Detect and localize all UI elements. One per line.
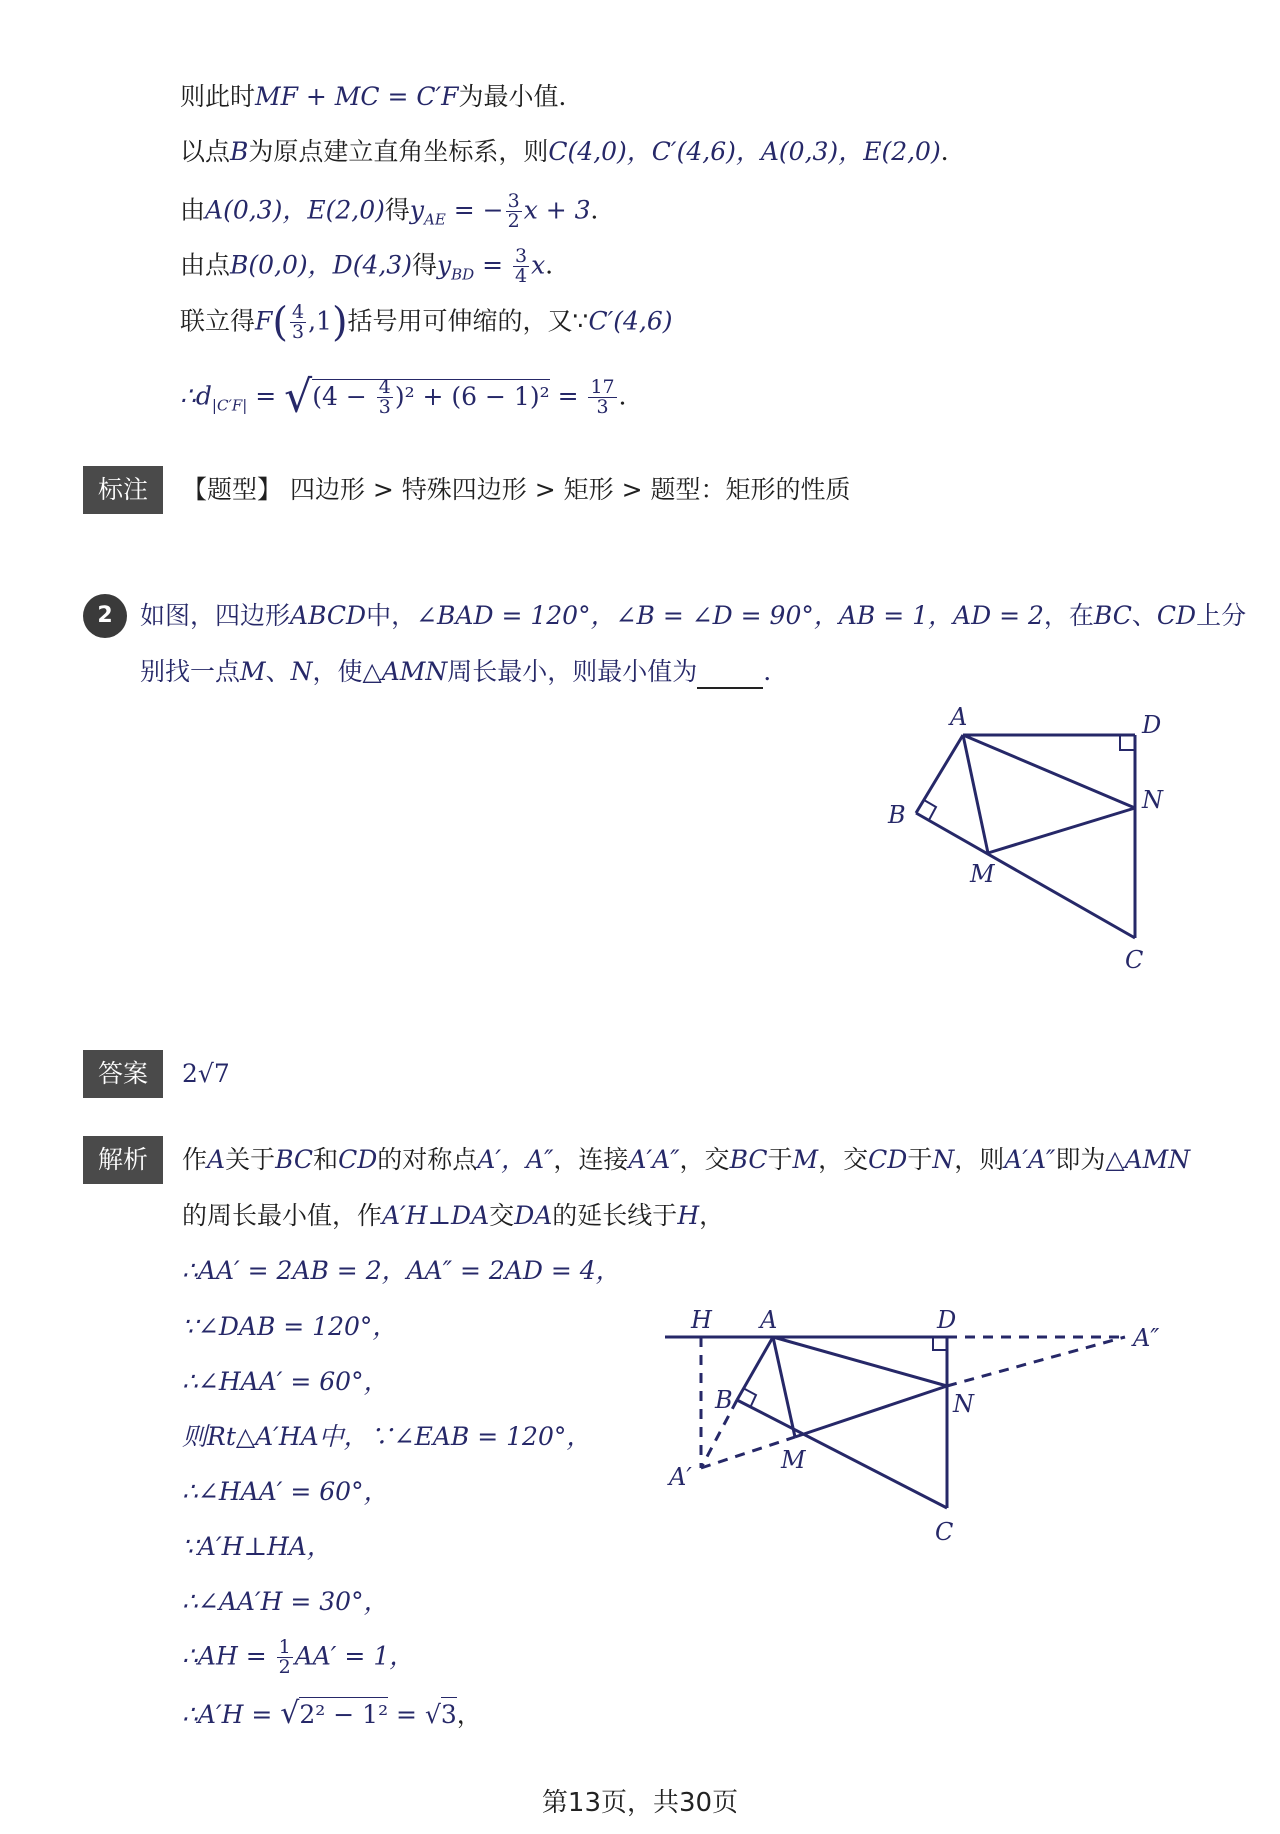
math: A′A″ bbox=[1004, 1145, 1056, 1174]
label-A: A bbox=[950, 705, 968, 731]
question-figure bbox=[880, 705, 1200, 975]
text: 为原点建立直角坐标系，则 bbox=[248, 137, 549, 166]
text: ，交 bbox=[679, 1145, 730, 1174]
segment-AN bbox=[773, 1337, 947, 1386]
math-sub: |C′F| bbox=[211, 396, 248, 415]
math: = bbox=[549, 381, 587, 411]
denominator: 2 bbox=[507, 210, 520, 232]
text: 、 bbox=[1131, 601, 1157, 630]
label-D: D bbox=[1142, 711, 1162, 739]
annotation-text: 【题型】 四边形 > 特殊四边形 > 矩形 > 题型：矩形的性质 bbox=[182, 475, 851, 504]
numerator: 4 bbox=[291, 301, 305, 323]
math: ∴AH = bbox=[182, 1641, 275, 1671]
math: BC bbox=[275, 1145, 314, 1174]
math: H bbox=[677, 1201, 700, 1230]
text: 括号用可伸缩的，又∵ bbox=[347, 306, 589, 336]
text: ． bbox=[763, 657, 789, 686]
analysis-step: 则Rt△A′HA中，∵∠EAB = 120°， bbox=[182, 1422, 592, 1451]
math: A′H⊥DA bbox=[382, 1201, 490, 1230]
text: 如图，四边形 bbox=[140, 601, 291, 630]
math: CD bbox=[338, 1145, 378, 1174]
answer-tag: 答案 bbox=[83, 1050, 163, 1098]
analysis-tag: 解析 bbox=[83, 1136, 163, 1184]
label-D: D bbox=[937, 1306, 957, 1334]
question-line-1 bbox=[140, 599, 1246, 633]
segment-AM bbox=[773, 1337, 795, 1437]
math: y bbox=[409, 195, 424, 225]
numerator: 17 bbox=[590, 376, 615, 398]
text: 得 bbox=[384, 195, 410, 225]
label-A: A bbox=[760, 1306, 778, 1334]
math: DA bbox=[514, 1201, 553, 1230]
analysis-step: ∴∠AA′H = 30°， bbox=[182, 1587, 389, 1616]
math: ∠BAD = 120°，∠B = ∠D = 90°，AB = 1，AD = 2 bbox=[416, 601, 1044, 630]
numerator: 3 bbox=[507, 190, 520, 212]
text: 联立得 bbox=[180, 306, 256, 336]
math: △AMN bbox=[362, 657, 448, 686]
fraction bbox=[588, 378, 616, 417]
label-A2: A″ bbox=[1133, 1324, 1160, 1352]
denominator: 3 bbox=[596, 396, 609, 418]
math: A′，A″ bbox=[477, 1145, 554, 1174]
text: 上分 bbox=[1196, 601, 1247, 630]
math: B bbox=[230, 137, 249, 166]
math: N bbox=[932, 1145, 955, 1174]
math: y bbox=[436, 250, 452, 280]
math: )² + (6 − 1)² bbox=[394, 381, 550, 411]
radicand: 2² − 1² bbox=[299, 1697, 388, 1729]
solution-line-3 bbox=[180, 192, 616, 237]
segment-NA2 bbox=[947, 1337, 1125, 1386]
text: 以点 bbox=[180, 137, 231, 166]
right-angle-D bbox=[1120, 735, 1135, 750]
text: 于 bbox=[767, 1145, 793, 1174]
segment-AM bbox=[963, 735, 988, 853]
text: 中， bbox=[366, 601, 417, 630]
math: ∴A′H = bbox=[182, 1700, 281, 1729]
label-B: B bbox=[888, 801, 906, 829]
math: ,1 bbox=[308, 306, 332, 336]
math: AA′ = 1， bbox=[294, 1641, 415, 1671]
numerator: 1 bbox=[278, 1636, 291, 1658]
label-A1: A′ bbox=[669, 1463, 692, 1491]
paren-right: ) bbox=[331, 299, 348, 346]
question-line-2 bbox=[140, 655, 788, 689]
right-angle-D bbox=[933, 1337, 947, 1350]
fraction bbox=[513, 247, 529, 286]
segment-MN bbox=[795, 1386, 947, 1437]
fraction bbox=[277, 1638, 293, 1677]
math: = bbox=[474, 250, 512, 280]
analysis-step: ∴∠HAA′ = 60°， bbox=[182, 1367, 389, 1396]
text: 则此时 bbox=[180, 82, 256, 111]
text: ，连接 bbox=[553, 1145, 629, 1174]
math: x bbox=[531, 250, 546, 280]
denominator: 3 bbox=[378, 396, 391, 418]
text: 作 bbox=[182, 1145, 208, 1174]
math: = bbox=[247, 381, 285, 411]
math: (4 − bbox=[312, 381, 375, 411]
math: A bbox=[207, 1145, 226, 1174]
math: BC bbox=[729, 1145, 768, 1174]
text: ． bbox=[590, 195, 616, 225]
label-C: C bbox=[935, 1518, 954, 1546]
text: ，在 bbox=[1043, 601, 1094, 630]
text: ． bbox=[618, 381, 644, 411]
page-footer: 第13页，共30页 bbox=[541, 1788, 739, 1818]
math: A′A″ bbox=[628, 1145, 680, 1174]
solution-line-1 bbox=[180, 80, 584, 114]
math: = bbox=[388, 1700, 425, 1729]
solution-line-6 bbox=[180, 371, 644, 423]
segment-BA bbox=[737, 1337, 773, 1400]
denominator: 2 bbox=[278, 1656, 291, 1678]
label-M: M bbox=[781, 1446, 806, 1474]
segment-AN bbox=[963, 735, 1135, 808]
math: ABCD bbox=[290, 601, 367, 630]
label-C: C bbox=[1125, 946, 1144, 974]
math: MF + MC = C′F bbox=[255, 82, 459, 111]
math: BC bbox=[1093, 601, 1132, 630]
math-sub: AE bbox=[424, 210, 446, 229]
math: CD bbox=[868, 1145, 908, 1174]
text: 于 bbox=[907, 1145, 933, 1174]
text: 得 bbox=[411, 250, 437, 280]
label-H: H bbox=[691, 1306, 712, 1334]
math: ∴d bbox=[180, 381, 212, 411]
radical-sign: √ bbox=[424, 1700, 441, 1729]
analysis-line-1 bbox=[182, 1143, 1190, 1177]
text: 、 bbox=[265, 657, 291, 686]
text: 的对称点 bbox=[377, 1145, 478, 1174]
text: ，交 bbox=[818, 1145, 869, 1174]
math: F bbox=[255, 306, 273, 336]
segment-CB bbox=[916, 813, 1135, 938]
fraction bbox=[290, 303, 306, 342]
paren-left: ( bbox=[272, 299, 288, 346]
segment-CB bbox=[737, 1400, 947, 1508]
fraction bbox=[377, 378, 393, 417]
text: 别找一点 bbox=[140, 657, 241, 686]
annotation-tag: 标注 bbox=[83, 466, 163, 514]
text: 关于 bbox=[225, 1145, 276, 1174]
math: B(0,0)，D(4,3) bbox=[230, 250, 412, 280]
analysis-step: ∵∠DAB = 120°， bbox=[182, 1312, 398, 1341]
text: 即为 bbox=[1055, 1145, 1106, 1174]
analysis-step: ∵A′H⊥HA， bbox=[182, 1532, 332, 1561]
analysis-step-ah bbox=[182, 1638, 414, 1677]
text: 交 bbox=[489, 1201, 515, 1230]
radicand bbox=[312, 376, 550, 418]
analysis-step: ∴∠HAA′ = 60°， bbox=[182, 1477, 389, 1506]
math: CD bbox=[1156, 601, 1197, 630]
text: 由 bbox=[180, 195, 206, 225]
text: ． bbox=[545, 250, 571, 280]
text: ，使 bbox=[312, 657, 363, 686]
text: ， bbox=[699, 1201, 725, 1230]
math: M bbox=[240, 657, 266, 686]
text: 的周长最小值，作 bbox=[182, 1201, 383, 1230]
math: △AMN bbox=[1105, 1145, 1191, 1174]
analysis-step: ∴AA′ = 2AB = 2，AA″ = 2AD = 4， bbox=[182, 1256, 621, 1285]
solution-line-5 bbox=[180, 299, 673, 346]
text: ，则 bbox=[954, 1145, 1005, 1174]
analysis-step-last bbox=[182, 1697, 482, 1732]
numerator: 3 bbox=[515, 245, 528, 267]
denominator: 4 bbox=[515, 265, 528, 287]
radicand: 3 bbox=[441, 1697, 457, 1729]
radical-sign: √ bbox=[284, 371, 313, 423]
analysis-figure bbox=[655, 1300, 1185, 1575]
text: 为最小值． bbox=[458, 82, 584, 111]
solution-line-4 bbox=[180, 247, 570, 292]
math-sub: BD bbox=[451, 265, 475, 284]
fraction bbox=[506, 192, 522, 231]
analysis-line-2 bbox=[182, 1199, 724, 1233]
denominator: 3 bbox=[291, 321, 305, 343]
text: 和 bbox=[313, 1145, 339, 1174]
answer-blank bbox=[697, 661, 763, 689]
text: ． bbox=[940, 137, 966, 166]
math: C(4,0)，C′(4,6)，A(0,3)，E(2,0) bbox=[548, 137, 941, 166]
answer-value: 2√7 bbox=[182, 1059, 230, 1088]
label-N: N bbox=[953, 1390, 974, 1418]
text: 由点 bbox=[180, 250, 231, 280]
math: M bbox=[792, 1145, 819, 1174]
segment-MN bbox=[988, 808, 1135, 853]
numerator: 4 bbox=[378, 376, 391, 398]
label-N: N bbox=[1142, 786, 1163, 814]
text: 周长最小，则最小值为 bbox=[447, 657, 698, 686]
math: A(0,3)，E(2,0) bbox=[205, 195, 385, 225]
math: x + 3 bbox=[523, 195, 591, 225]
label-M: M bbox=[970, 860, 995, 888]
math: N bbox=[290, 657, 313, 686]
radical-sign: √ bbox=[280, 1696, 300, 1731]
segment-BA bbox=[916, 735, 963, 813]
math: = − bbox=[445, 195, 504, 225]
solution-line-2 bbox=[180, 135, 966, 169]
text: ， bbox=[456, 1700, 482, 1729]
question-number: 2 bbox=[83, 594, 127, 638]
label-B: B bbox=[715, 1386, 733, 1414]
text: 的延长线于 bbox=[552, 1201, 678, 1230]
math: C′(4,6) bbox=[588, 306, 673, 336]
